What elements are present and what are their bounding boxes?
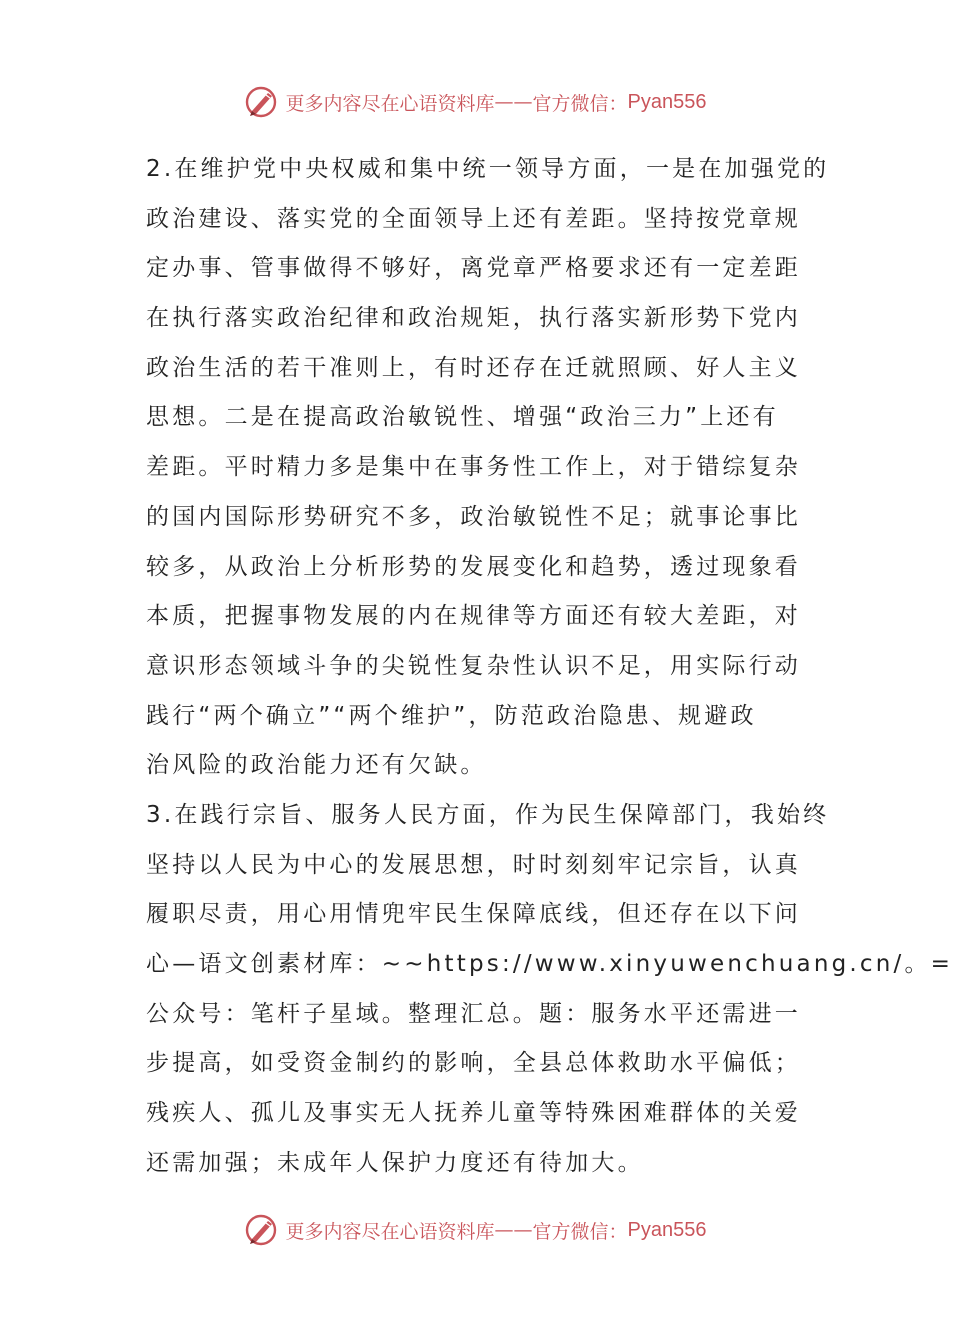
body-text-line: 较多，从政治上分析形势的发展变化和趋势，透过现象看 xyxy=(146,553,801,580)
body-text-line: 本质，把握事物发展的内在规律等方面还有较大差距，对 xyxy=(146,603,801,630)
footer-banner xyxy=(0,1208,950,1252)
body-text-line: 坚持以人民为中心的发展思想，时时刻刻牢记宗旨，认真 xyxy=(146,851,801,878)
body-text-line: 政治生活的若干准则上，有时还存在迁就照顾、好人主义 xyxy=(146,354,801,381)
body-text-line: 思想。二是在提高政治敏锐性、增强“政治三力”上还有 xyxy=(146,404,779,431)
body-text-line: 2.在维护党中央权威和集中统一领导方面，一是在加强党的 xyxy=(146,156,830,182)
document-body xyxy=(146,145,953,1188)
body-text-line: 定办事、管事做得不够好，离党章严格要求还有一定差距 xyxy=(146,255,801,282)
body-text-line: 残疾人、孤儿及事实无人抚养儿童等特殊困难群体的关爱 xyxy=(146,1100,801,1127)
body-text-line: 步提高，如受资金制约的影响，全县总体救助水平偏低； xyxy=(146,1050,801,1077)
body-text-line: 在执行落实政治纪律和政治规矩，执行落实新形势下党内 xyxy=(146,305,801,332)
body-text-line: 心—语文创素材库：~~https://www.xinyuwenchuang.cn/。= xyxy=(146,951,953,977)
banner-dash: —— xyxy=(494,1219,533,1241)
banner-wechat-id: Pyan556 xyxy=(627,90,707,113)
banner-wechat-label: 官方微信： xyxy=(532,1220,628,1243)
banner-wechat-label: 官方微信： xyxy=(532,92,628,115)
body-text-line: 履职尽责，用心用情兜牢民生保障底线，但还存在以下问 xyxy=(146,901,801,928)
banner-brand-text: 更多内容尽在心语资料库 xyxy=(285,1220,495,1243)
body-text-line: 治风险的政治能力还有欠缺。 xyxy=(146,752,487,779)
body-text-line: 的国内国际形势研究不多，政治敏锐性不足；就事论事比 xyxy=(146,503,801,530)
body-text-line: 践行“两个确立”“两个维护”，防范政治隐患、规避政 xyxy=(146,702,757,729)
body-text-line: 政治建设、落实党的全面领导上还有差距。坚持按党章规 xyxy=(146,205,801,232)
body-text-line: 意识形态领域斗争的尖锐性复杂性认识不足，用实际行动 xyxy=(146,652,801,679)
pen-logo-icon xyxy=(244,84,280,120)
pen-logo-icon xyxy=(244,1212,280,1248)
header-banner xyxy=(0,80,950,124)
banner-wechat-id: Pyan556 xyxy=(627,1218,707,1241)
body-text-line: 公众号：笔杆子星域。整理汇总。题：服务水平还需进一 xyxy=(146,1000,801,1027)
body-text-line: 差距。平时精力多是集中在事务性工作上，对于错综复杂 xyxy=(146,454,801,481)
banner-dash: —— xyxy=(494,91,533,113)
banner-brand-text: 更多内容尽在心语资料库 xyxy=(285,92,495,115)
body-text-line: 3.在践行宗旨、服务人民方面，作为民生保障部门，我始终 xyxy=(146,801,830,828)
body-text-line: 还需加强；未成年人保护力度还有待加大。 xyxy=(146,1149,644,1176)
